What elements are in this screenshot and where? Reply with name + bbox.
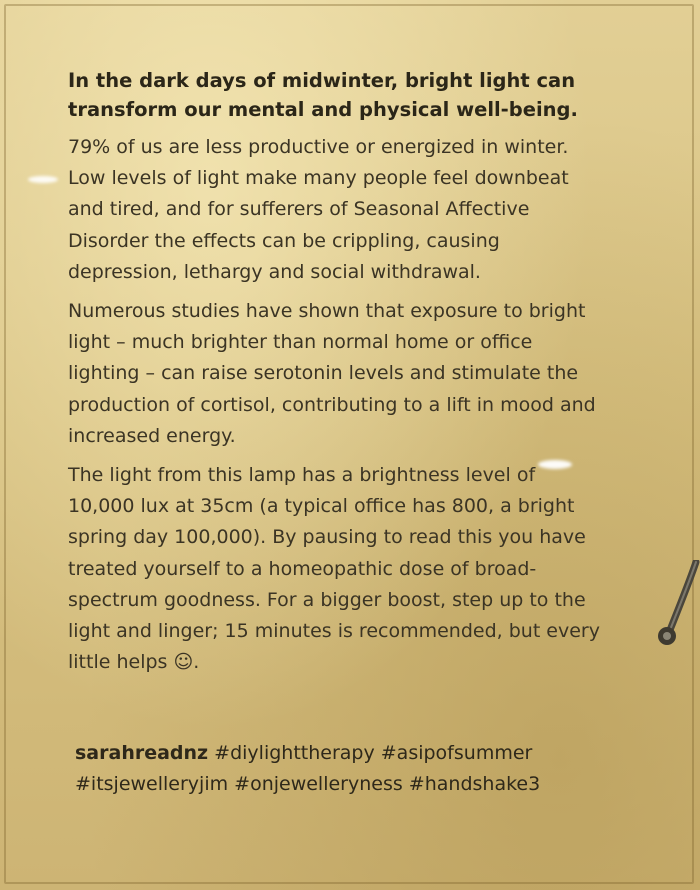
paragraph-line: treated yourself to a homeopathic dose of broad-	[68, 557, 537, 580]
hashtags-first: #diylighttherapy #asipofsummer	[208, 742, 533, 764]
paragraph-line: lighting – can raise serotonin levels and stimulate the	[68, 362, 579, 385]
paragraph-studies	[68, 296, 668, 452]
headline-line: transform our mental and physical well-being.	[68, 98, 578, 121]
paragraph-line: Low levels of light make many people feel downbeat	[68, 167, 569, 190]
paragraph-line: increased energy.	[68, 424, 236, 447]
hashtag-line	[75, 738, 540, 769]
paragraph-line: spring day 100,000). By pausing to read this you have	[68, 526, 586, 549]
paragraph-line: 79% of us are less productive or energized in winter.	[68, 136, 569, 158]
paragraph-line: Numerous studies have shown that exposure to bright	[68, 300, 586, 323]
author-handle: sarahreadnz	[75, 742, 209, 764]
paragraph-line: production of cortisol, contributing to a lift in mood and	[68, 393, 596, 416]
headline	[68, 66, 668, 124]
hashtags	[75, 738, 540, 800]
light-reflection	[28, 176, 58, 183]
paragraph-line: little helps ☺.	[68, 651, 200, 674]
sign-text	[68, 66, 668, 686]
paragraph-line: The light from this lamp has a brightness level of	[68, 464, 536, 487]
paragraph-line: and tired, and for sufferers of Seasonal Affective	[68, 198, 530, 221]
headline-line: In the dark days of midwinter, bright light can	[68, 69, 576, 92]
paragraph-line: 10,000 lux at 35cm (a typical office has 800, a bright	[68, 495, 575, 518]
paragraph-line: light – much brighter than normal home or office	[68, 331, 533, 354]
paragraph-winter-stats	[68, 132, 668, 288]
paragraph-line: depression, lethargy and social withdrawal.	[68, 260, 481, 283]
paragraph-lamp-brightness	[68, 460, 668, 678]
paragraph-line: spectrum goodness. For a bigger boost, step up to the	[68, 588, 586, 611]
hashtag-line: #itsjewelleryjim #onjewelleryness #handshake3	[75, 773, 541, 795]
paragraph-line: light and linger; 15 minutes is recommended, but every	[68, 620, 600, 643]
paragraph-line: Disorder the effects can be crippling, causing	[68, 229, 500, 252]
